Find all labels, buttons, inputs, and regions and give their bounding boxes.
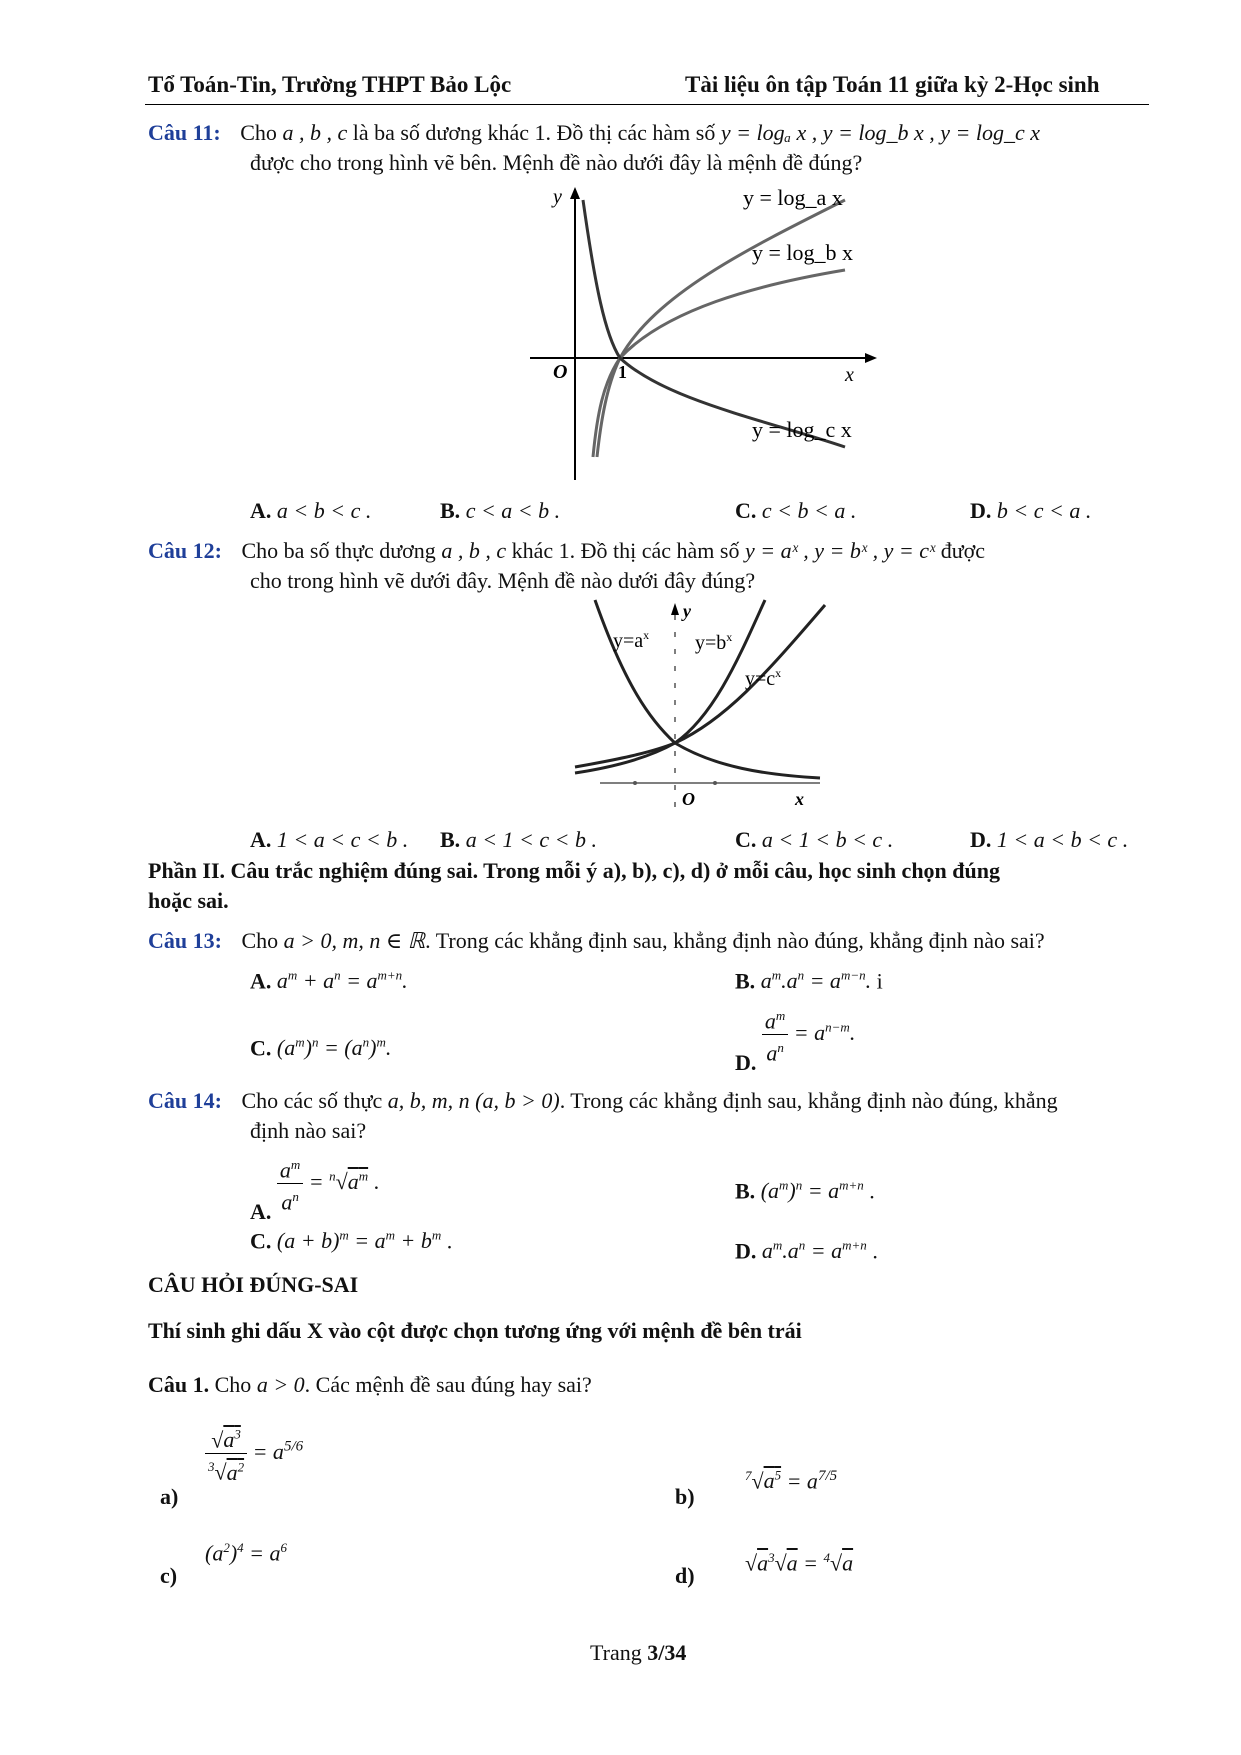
q11-vars: a , b , c: [282, 120, 348, 145]
q1-item-a-formula: $\frac{√a^3}{^3√a^2}$ = $a^{5/6}$: [205, 1422, 303, 1486]
q1-item-c-formula: $(a^2)^4 = a^6$: [205, 1540, 288, 1566]
q12-label: Câu 12:: [148, 538, 222, 563]
q14-line1: Câu 14: Cho các số thực a, b, m, n (a, b > 0). Trong các khẳng định sau, khẳng định nào đúng, khẳng: [148, 1088, 1058, 1113]
q13-option-a: A. $a^m + a^n = a^{m+n}$.: [250, 968, 408, 994]
q12-option-d: D. 1 < a < b < c .: [970, 827, 1129, 852]
q11-axis-y: y: [553, 186, 562, 208]
q13-label: Câu 13:: [148, 928, 222, 953]
q11-line1: [148, 120, 1148, 146]
q14-option-c: C. $(a + b)^m = a^m + b^m$ .: [250, 1228, 453, 1254]
q12-curve-a: [595, 600, 820, 778]
q12-option-b: B. a < 1 < c < b .: [440, 827, 597, 852]
q13-condition: a > 0, m, n ∈ ℝ: [283, 928, 426, 953]
q13-line1: Câu 13: Cho a > 0, m, n ∈ ℝ. Trong các khẳng định sau, khẳng định nào đúng, khẳng định nào sai?: [148, 928, 1045, 953]
page-number: 3/34: [647, 1640, 687, 1665]
q12-text2: khác 1. Đồ thị các hàm số: [511, 538, 740, 563]
section-title: CÂU HỎI ĐÚNG-SAI: [148, 1272, 359, 1297]
q13-option-c: C. $(a^m)^n = (a^n)^m$.: [250, 1035, 392, 1061]
q1-item-b-label: b): [675, 1484, 695, 1509]
q12-option-c: C. a < 1 < b < c .: [735, 827, 894, 852]
q12-text3: được: [940, 538, 986, 563]
header-right: Tài liệu ôn tập Toán 11 giữa kỳ 2-Học sinh: [685, 72, 1100, 97]
q11-option-d: D. b < c < a .: [970, 498, 1092, 523]
q11-y-arrow: [570, 187, 580, 199]
q12-axis-x: x: [795, 789, 804, 809]
q12-y-arrow: [671, 603, 679, 615]
q1-item-c-label: c): [160, 1563, 178, 1588]
q11-graph: [525, 185, 885, 485]
q11-option-c: C. c < b < a .: [735, 498, 857, 523]
q12-vars: a , b , c: [441, 538, 507, 563]
q11-option-b: B. c < a < b .: [440, 498, 561, 523]
q1-item-d-formula: $√a^3√a = ^4√a$: [745, 1550, 854, 1576]
q1-item-a-label: a): [160, 1484, 179, 1509]
q12-graph: [565, 595, 835, 810]
q12-label-c: $y=c^x$: [745, 666, 782, 690]
q13-option-b: B. $a^m.a^n = a^{m-n}$. i: [735, 968, 883, 994]
q1-item-d-label: d): [675, 1563, 695, 1588]
q11-label-b: y = log_b x: [752, 240, 854, 265]
q14-line2: định nào sai?: [250, 1118, 367, 1143]
q14-condition: a, b, m, n (a, b > 0): [387, 1088, 560, 1113]
header-rule: [145, 104, 1149, 105]
q1-item-b-formula: $^7√a^5 = a^{7/5}$: [745, 1468, 838, 1494]
q13-option-d: D. $\frac{a^m}{a^n}$ = $a^{n-m}$.: [735, 1003, 855, 1067]
part2-heading-1: Phần II. Câu trắc nghiệm đúng sai. Trong mỗi ý a), b), c), d) ở mỗi câu, học sinh chọn đúng: [148, 858, 1000, 883]
q1-line1: Câu 1. Cho a > 0. Các mệnh đề sau đúng hay sai?: [148, 1372, 592, 1397]
header-left: Tổ Toán-Tin, Trường THPT Bảo Lộc: [148, 72, 512, 97]
q11-label-c: y = log_c x: [752, 417, 852, 442]
page-footer: Trang 3/34: [590, 1640, 687, 1665]
q12-origin: O: [682, 789, 695, 809]
q12-label-b: $y=b^x$: [695, 630, 733, 654]
q11-text2: là ba số dương khác 1. Đồ thị các hàm số: [352, 120, 716, 145]
q11-text1: Cho: [240, 120, 277, 145]
q11-option-a: A. a < b < c .: [250, 498, 372, 523]
q12-tick-right: [713, 781, 717, 785]
q12-line2: cho trong hình vẽ dưới đây. Mệnh đề nào dưới đây đúng?: [250, 568, 756, 593]
q14-option-b: B. $(a^m)^n = a^{m+n}$ .: [735, 1178, 875, 1204]
q1-condition: a > 0: [256, 1372, 305, 1397]
q12-tick-left: [633, 781, 637, 785]
q11-origin: O: [553, 361, 568, 383]
q11-one: 1: [618, 362, 627, 382]
q12-label-a: $y=a^x$: [613, 628, 650, 652]
q11-axis-x: x: [845, 364, 854, 386]
q12-text1: Cho ba số thực dương: [241, 538, 436, 563]
q1-label: Câu 1.: [148, 1372, 210, 1397]
q11-label: Câu 11:: [148, 120, 221, 145]
q12-funcs: y = aˣ , y = bˣ , y = cˣ: [744, 538, 936, 563]
section-instruction: Thí sinh ghi dấu X vào cột được chọn tương ứng với mệnh đề bên trái: [148, 1318, 802, 1343]
q14-option-a: A. $\frac{a^m}{a^n}$ = $^n√a^m$ .: [250, 1152, 379, 1216]
q11-x-arrow: [865, 353, 877, 363]
q14-label: Câu 14:: [148, 1088, 222, 1113]
q11-curve-c: [583, 200, 845, 447]
q12-axis-y: y: [683, 601, 691, 621]
q12-line1: [148, 538, 1148, 564]
part2-heading-2: hoặc sai.: [148, 888, 229, 913]
q14-option-d: D. $a^m.a^n = a^{m+n}$ .: [735, 1238, 878, 1264]
q11-label-a: y = log_a x: [743, 185, 843, 210]
q11-line2: được cho trong hình vẽ bên. Mệnh đề nào dưới đây là mệnh đề đúng?: [250, 150, 863, 175]
q12-option-a: A. 1 < a < c < b .: [250, 827, 409, 852]
q11-funcs: y = logₐ x , y = log_b x , y = log_c x: [720, 120, 1041, 145]
